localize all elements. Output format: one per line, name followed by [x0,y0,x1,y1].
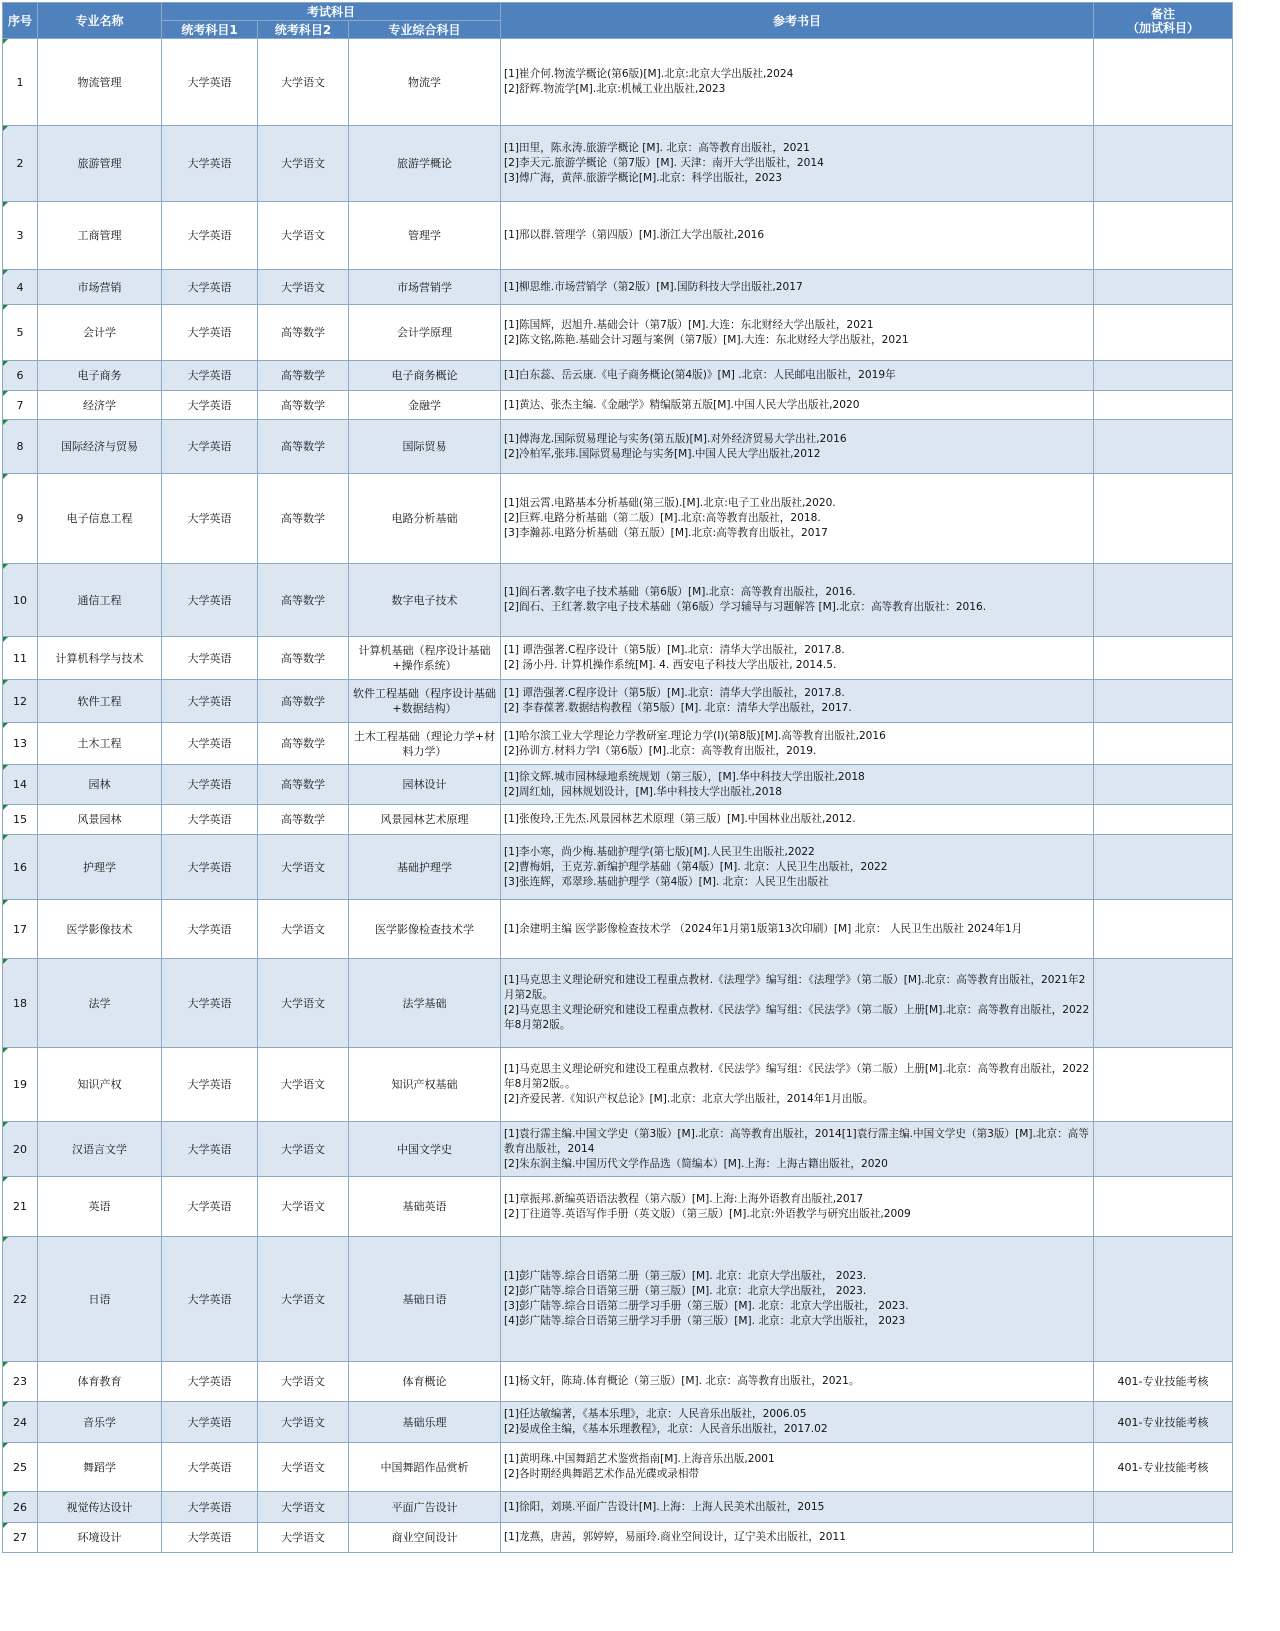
row-number: 10 [3,564,38,637]
remark-cell [1094,474,1233,564]
exam-subject-1-cell: 大学英语 [162,637,258,680]
row-number: 24 [3,1402,38,1443]
remark-cell [1094,1237,1233,1362]
major-subject-cell: 基础英语 [349,1177,501,1237]
references-cell: [1]邢以群.管理学（第四版）[M].浙江大学出版社,2016 [501,202,1094,270]
references-cell: [1]马克思主义理论研究和建设工程重点教材.《法理学》编写组：《法理学》（第二版）[M].北京：高等教育出版社，2021年2月第2版。 [2]马克思主义理论研究和建设工程重点教材.《民法学》编写组：《民法学》（第二版）上册[M].北京：高等教育出版社，2022年8月第2版。 [501,959,1094,1048]
table-row [3,1492,1233,1523]
row-number: 5 [3,305,38,361]
exam-subject-1-cell: 大学英语 [162,474,258,564]
row-number: 12 [3,680,38,723]
table-row [3,361,1233,391]
remark-cell [1094,1177,1233,1237]
exam-subject-2-cell: 大学语文 [258,835,349,900]
major-subject-cell: 会计学原理 [349,305,501,361]
exam-subject-2-cell: 高等数学 [258,805,349,835]
exam-subject-1-cell: 大学英语 [162,391,258,420]
table-row [3,680,1233,723]
major-name-cell: 电子信息工程 [38,474,162,564]
remark-cell [1094,1492,1233,1523]
exam-subject-2-cell: 大学语文 [258,1048,349,1122]
exam-subject-2-cell: 高等数学 [258,680,349,723]
references-cell: [1]白东蕊、岳云康.《电子商务概论(第4版)》[M] .北京：人民邮电出版社，2019年 [501,361,1094,391]
major-name-cell: 汉语言文学 [38,1122,162,1177]
major-name-cell: 经济学 [38,391,162,420]
exam-subject-1-cell: 大学英语 [162,959,258,1048]
major-name-cell: 市场营销 [38,270,162,305]
table-row [3,835,1233,900]
exam-subject-2-cell: 大学语文 [258,1122,349,1177]
exam-subject-2-cell: 大学语文 [258,1492,349,1523]
references-cell: [1]陈国辉，迟旭升.基础会计（第7版）[M].大连：东北财经大学出版社，2021 [2]陈文铭,陈艳.基础会计习题与案例（第7版）[M].大连：东北财经大学出版社，2021 [501,305,1094,361]
exam-subject-1-cell: 大学英语 [162,39,258,126]
row-number: 17 [3,900,38,959]
major-name-cell: 旅游管理 [38,126,162,202]
table-row [3,1122,1233,1177]
row-number: 21 [3,1177,38,1237]
table-row [3,391,1233,420]
remark-cell [1094,959,1233,1048]
major-subject-cell: 基础日语 [349,1237,501,1362]
major-name-cell: 会计学 [38,305,162,361]
major-subject-cell: 电子商务概论 [349,361,501,391]
major-subject-cell: 电路分析基础 [349,474,501,564]
exam-subjects-table [2,2,1233,1553]
references-cell: [1]章振邦.新编英语语法教程（第六版）[M].上海:上海外语教育出版社,2017 [2]丁往道等.英语写作手册（英文版）（第三版）[M].北京:外语教学与研究出版社,2009 [501,1177,1094,1237]
header-major: 专业名称 [38,3,162,39]
exam-subject-2-cell: 高等数学 [258,723,349,765]
table-row [3,900,1233,959]
major-subject-cell: 园林设计 [349,765,501,805]
row-number: 8 [3,420,38,474]
major-subject-cell: 风景园林艺术原理 [349,805,501,835]
exam-subject-2-cell: 大学语文 [258,39,349,126]
major-name-cell: 日语 [38,1237,162,1362]
row-number: 18 [3,959,38,1048]
major-name-cell: 体育教育 [38,1362,162,1402]
major-subject-cell: 旅游学概论 [349,126,501,202]
exam-subject-1-cell: 大学英语 [162,1122,258,1177]
references-cell: [1]田里，陈永涛.旅游学概论 [M]. 北京：高等教育出版社，2021 [2]李天元.旅游学概论（第7版）[M]. 天津：南开大学出版社，2014 [3]傅广海，黄萍.旅游学概论[M].北京：科学出版社，2023 [501,126,1094,202]
header-subject-major: 专业综合科目 [349,21,501,39]
exam-subject-1-cell: 大学英语 [162,1523,258,1553]
remark-cell [1094,723,1233,765]
references-cell: [1]傅海龙.国际贸易理论与实务(第五版)[M].对外经济贸易大学出社,2016 [2]冷柏军,张玮.国际贸易理论与实务[M].中国人民大学出版社,2012 [501,420,1094,474]
major-subject-cell: 体育概论 [349,1362,501,1402]
admission-exam-table [2,2,1233,1553]
exam-subject-2-cell: 大学语文 [258,270,349,305]
table-row [3,1523,1233,1553]
row-number: 23 [3,1362,38,1402]
exam-subject-2-cell: 大学语文 [258,1362,349,1402]
references-cell: [1]黄达、张杰主编.《金融学》精编版第五版[M].中国人民大学出版社,2020 [501,391,1094,420]
major-name-cell: 知识产权 [38,1048,162,1122]
exam-subject-1-cell: 大学英语 [162,420,258,474]
references-cell: [1]徐文辉.城市园林绿地系统规划（第三版），[M].华中科技大学出版社,2018 [2]周红灿，园林规划设计，[M].华中科技大学出版社,2018 [501,765,1094,805]
exam-subject-2-cell: 高等数学 [258,637,349,680]
remark-cell [1094,202,1233,270]
exam-subject-1-cell: 大学英语 [162,1237,258,1362]
major-subject-cell: 物流学 [349,39,501,126]
table-row [3,959,1233,1048]
remark-cell [1094,361,1233,391]
exam-subject-2-cell: 大学语文 [258,202,349,270]
major-name-cell: 环境设计 [38,1523,162,1553]
row-number: 27 [3,1523,38,1553]
remark-cell [1094,805,1233,835]
table-row [3,420,1233,474]
exam-subject-2-cell: 高等数学 [258,474,349,564]
major-subject-cell: 计算机基础（程序设计基础+操作系统） [349,637,501,680]
remark-cell [1094,637,1233,680]
references-cell: [1]阎石著.数字电子技术基础（第6版）[M].北京：高等教育出版社，2016. [2]阎石、王红著.数字电子技术基础（第6版）学习辅导与习题解答 [M].北京：高等教育出版社：2016. [501,564,1094,637]
row-number: 1 [3,39,38,126]
major-subject-cell: 基础护理学 [349,835,501,900]
major-name-cell: 软件工程 [38,680,162,723]
major-subject-cell: 平面广告设计 [349,1492,501,1523]
references-cell: [1]徐阳，刘瑛.平面广告设计[M].上海：上海人民美术出版社，2015 [501,1492,1094,1523]
row-number: 11 [3,637,38,680]
references-cell: [1]龙燕，唐茜，郭婷婷，易丽玲.商业空间设计，辽宁美术出版社，2011 [501,1523,1094,1553]
table-row [3,1237,1233,1362]
major-subject-cell: 管理学 [349,202,501,270]
row-number: 13 [3,723,38,765]
exam-subject-2-cell: 高等数学 [258,765,349,805]
exam-subject-1-cell: 大学英语 [162,270,258,305]
major-subject-cell: 知识产权基础 [349,1048,501,1122]
table-row [3,1443,1233,1492]
references-cell: [1]余建明主编 医学影像检查技术学 （2024年1月第1版第13次印刷）[M] 北京： 人民卫生出版社 2024年1月 [501,900,1094,959]
references-cell: [1]杨文轩，陈琦.体育概论（第三版）[M]. 北京：高等教育出版社，2021。 [501,1362,1094,1402]
references-cell: [1] 谭浩强著.C程序设计（第5版）[M].北京：清华大学出版社，2017.8. [2] 李春葆著.数据结构教程（第5版）[M]. 北京：清华大学出版社，2017. [501,680,1094,723]
table-body [3,39,1233,1553]
major-name-cell: 计算机科学与技术 [38,637,162,680]
row-number: 7 [3,391,38,420]
table-row [3,723,1233,765]
row-number: 4 [3,270,38,305]
exam-subject-2-cell: 大学语文 [258,1523,349,1553]
major-name-cell: 医学影像技术 [38,900,162,959]
references-cell: [1]彭广陆等.综合日语第二册（第三版）[M]. 北京：北京大学出版社， 2023. [2]彭广陆等.综合日语第三册（第三版）[M]. 北京：北京大学出版社， 2023. [3]彭广陆等.综合日语第二册学习手册（第三版）[M]. 北京：北京大学出版社， 2023. [4]彭广陆等.综合日语第三册学习手册（第三版）[M]. 北京：北京大学出版社， 2023 [501,1237,1094,1362]
references-cell: [1]任达敏编著，《基本乐理》，北京：人民音乐出版社，2006.05 [2]晏成佺主编，《基本乐理教程》，北京：人民音乐出版社，2017.02 [501,1402,1094,1443]
header-seq: 序号 [3,3,38,39]
exam-subject-2-cell: 大学语文 [258,959,349,1048]
exam-subject-2-cell: 高等数学 [258,420,349,474]
exam-subject-1-cell: 大学英语 [162,564,258,637]
row-number: 16 [3,835,38,900]
table-row [3,39,1233,126]
exam-subject-1-cell: 大学英语 [162,1048,258,1122]
row-number: 20 [3,1122,38,1177]
table-row [3,637,1233,680]
exam-subject-2-cell: 大学语文 [258,1443,349,1492]
remark-cell [1094,305,1233,361]
exam-subject-1-cell: 大学英语 [162,805,258,835]
remark-cell [1094,765,1233,805]
remark-cell: 401-专业技能考核 [1094,1402,1233,1443]
major-name-cell: 舞蹈学 [38,1443,162,1492]
row-number: 2 [3,126,38,202]
remark-cell [1094,126,1233,202]
table-row [3,1177,1233,1237]
remark-cell [1094,680,1233,723]
remark-cell [1094,1523,1233,1553]
table-row [3,765,1233,805]
exam-subject-2-cell: 高等数学 [258,361,349,391]
major-name-cell: 工商管理 [38,202,162,270]
table-row [3,270,1233,305]
remark-cell [1094,1048,1233,1122]
references-cell: [1]张俊玲,王先杰.风景园林艺术原理（第三版）[M].中国林业出版社,2012. [501,805,1094,835]
exam-subject-2-cell: 高等数学 [258,391,349,420]
table-row [3,1048,1233,1122]
row-number: 22 [3,1237,38,1362]
references-cell: [1]袁行霈主编.中国文学史（第3版）[M].北京：高等教育出版社，2014[1]袁行霈主编.中国文学史（第3版）[M].北京：高等教育出版社，2014 [2]朱东润主编.中国历代文学作品选（简编本）[M].上海：上海古籍出版社，2020 [501,1122,1094,1177]
major-name-cell: 物流管理 [38,39,162,126]
exam-subject-2-cell: 大学语文 [258,1237,349,1362]
exam-subject-2-cell: 大学语文 [258,1402,349,1443]
header-subject-1: 统考科目1 [162,21,258,39]
exam-subject-1-cell: 大学英语 [162,1362,258,1402]
header-exam-subjects: 考试科目 [162,3,501,21]
row-number: 3 [3,202,38,270]
exam-subject-2-cell: 大学语文 [258,1177,349,1237]
major-name-cell: 电子商务 [38,361,162,391]
exam-subject-1-cell: 大学英语 [162,1492,258,1523]
major-name-cell: 法学 [38,959,162,1048]
major-name-cell: 英语 [38,1177,162,1237]
major-subject-cell: 中国舞蹈作品赏析 [349,1443,501,1492]
major-subject-cell: 中国文学史 [349,1122,501,1177]
row-number: 9 [3,474,38,564]
header-remark: 备注 （加试科目） [1094,3,1233,39]
table-row [3,564,1233,637]
table-row [3,202,1233,270]
exam-subject-1-cell: 大学英语 [162,765,258,805]
table-row [3,805,1233,835]
remark-cell [1094,564,1233,637]
major-name-cell: 音乐学 [38,1402,162,1443]
major-subject-cell: 土木工程基础（理论力学+材料力学） [349,723,501,765]
major-name-cell: 风景园林 [38,805,162,835]
major-subject-cell: 医学影像检查技术学 [349,900,501,959]
exam-subject-1-cell: 大学英语 [162,680,258,723]
exam-subject-1-cell: 大学英语 [162,1443,258,1492]
remark-cell [1094,420,1233,474]
table-row [3,1402,1233,1443]
remark-cell [1094,900,1233,959]
table-row [3,126,1233,202]
exam-subject-2-cell: 高等数学 [258,305,349,361]
references-cell: [1]李小寒，尚少梅.基础护理学(第七版)[M].人民卫生出版社,2022 [2]曹梅娟，王克芳.新编护理学基础（第4版）[M]. 北京：人民卫生出版社，2022 [3]张连辉，邓翠珍.基础护理学（第4版）[M]. 北京：人民卫生出版社 [501,835,1094,900]
major-name-cell: 园林 [38,765,162,805]
major-subject-cell: 软件工程基础（程序设计基础+数据结构） [349,680,501,723]
table-row [3,474,1233,564]
major-subject-cell: 数字电子技术 [349,564,501,637]
exam-subject-2-cell: 大学语文 [258,126,349,202]
exam-subject-1-cell: 大学英语 [162,723,258,765]
exam-subject-1-cell: 大学英语 [162,900,258,959]
major-subject-cell: 商业空间设计 [349,1523,501,1553]
major-subject-cell: 法学基础 [349,959,501,1048]
exam-subject-1-cell: 大学英语 [162,361,258,391]
row-number: 14 [3,765,38,805]
header-references: 参考书目 [501,3,1094,39]
remark-cell: 401-专业技能考核 [1094,1362,1233,1402]
major-subject-cell: 基础乐理 [349,1402,501,1443]
references-cell: [1]崔介何.物流学概论(第6版)[M].北京:北京大学出版社,2024 [2]舒辉.物流学[M].北京:机械工业出版社,2023 [501,39,1094,126]
header-subject-2: 统考科目2 [258,21,349,39]
table-row [3,1362,1233,1402]
major-subject-cell: 市场营销学 [349,270,501,305]
exam-subject-2-cell: 大学语文 [258,900,349,959]
references-cell: [1]柳思维.市场营销学（第2版）[M].国防科技大学出版社,2017 [501,270,1094,305]
table-row [3,305,1233,361]
major-subject-cell: 金融学 [349,391,501,420]
references-cell: [1]黄明珠.中国舞蹈艺术鉴赏指南[M].上海音乐出版,2001 [2]各时期经典舞蹈艺术作品光碟或录相带 [501,1443,1094,1492]
remark-cell [1094,39,1233,126]
exam-subject-1-cell: 大学英语 [162,126,258,202]
row-number: 25 [3,1443,38,1492]
major-name-cell: 土木工程 [38,723,162,765]
exam-subject-1-cell: 大学英语 [162,1177,258,1237]
references-cell: [1] 谭浩强著.C程序设计（第5版）[M].北京：清华大学出版社，2017.8. [2] 汤小丹. 计算机操作系统[M]. 4. 西安电子科技大学出版社, 2014.5. [501,637,1094,680]
exam-subject-1-cell: 大学英语 [162,305,258,361]
major-name-cell: 护理学 [38,835,162,900]
remark-cell [1094,835,1233,900]
major-name-cell: 视觉传达设计 [38,1492,162,1523]
references-cell: [1]俎云霄.电路基本分析基础(第三版).[M].北京:电子工业出版社,2020. [2]巨辉.电路分析基础（第二版）[M].北京:高等教育出版社，2018. [3]李瀚荪.电路分析基础（第五版）[M].北京:高等教育出版社，2017 [501,474,1094,564]
exam-subject-1-cell: 大学英语 [162,1402,258,1443]
exam-subject-1-cell: 大学英语 [162,202,258,270]
row-number: 6 [3,361,38,391]
remark-cell: 401-专业技能考核 [1094,1443,1233,1492]
major-name-cell: 通信工程 [38,564,162,637]
exam-subject-1-cell: 大学英语 [162,835,258,900]
references-cell: [1]哈尔滨工业大学理论力学教研室.理论力学(I)(第8版)[M].高等教育出版社,2016 [2]孙训方.材料力学I（第6版）[M].北京：高等教育出版社，2019. [501,723,1094,765]
row-number: 15 [3,805,38,835]
remark-cell [1094,270,1233,305]
row-number: 19 [3,1048,38,1122]
row-number: 26 [3,1492,38,1523]
references-cell: [1]马克思主义理论研究和建设工程重点教材.《民法学》编写组：《民法学》（第二版）上册[M].北京：高等教育出版社，2022年8月第2版。。 [2]齐爱民著.《知识产权总论》[M].北京：北京大学出版社，2014年1月出版。 [501,1048,1094,1122]
exam-subject-2-cell: 高等数学 [258,564,349,637]
remark-cell [1094,391,1233,420]
remark-cell [1094,1122,1233,1177]
major-subject-cell: 国际贸易 [349,420,501,474]
major-name-cell: 国际经济与贸易 [38,420,162,474]
